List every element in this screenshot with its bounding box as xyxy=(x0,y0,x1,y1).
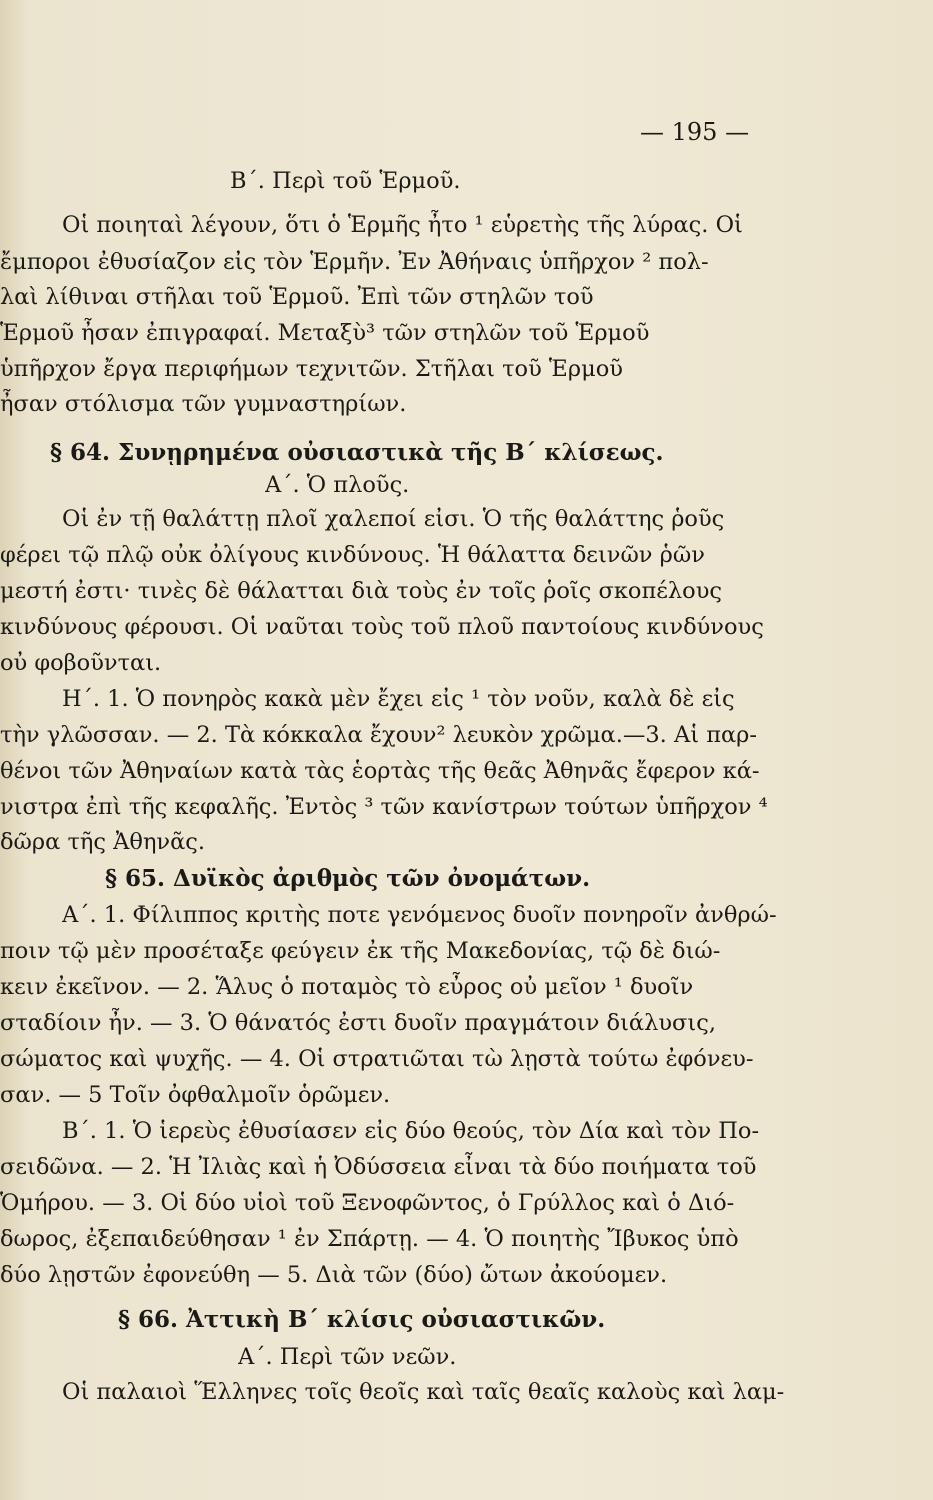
text-line: κειν ἐκεῖνον. — 2. Ἅλυς ὁ ποταμὸς τὸ εὖρος οὐ μεῖον ¹ δυοῖν xyxy=(0,974,694,1000)
text-line: σαν. — 5 Τοῖν ὀφθαλμοῖν ὁρῶμεν. xyxy=(0,1082,391,1108)
text-line: Β΄. Περὶ τοῦ Ἑρμοῦ. xyxy=(230,168,461,194)
text-line: μεστή ἐστι· τινὲς δὲ θάλατται διὰ τοὺς ἐν τοῖς ῥοῖς σκοπέλους xyxy=(0,578,722,604)
text-line: σειδῶνα. — 2. Ἡ Ἰλιὰς καὶ ἡ Ὀδύσσεια εἶναι τὰ δύο ποιήματα τοῦ xyxy=(0,1154,757,1180)
text-line: θένοι τῶν Ἀθηναίων κατὰ τὰς ἑορτὰς τῆς θεᾶς Ἀθηνᾶς ἔφερον κά- xyxy=(0,758,760,784)
text-line: οὐ φοβοῦνται. xyxy=(0,650,162,676)
text-line: λαὶ λίθιναι στῆλαι τοῦ Ἑρμοῦ. Ἐπὶ τῶν στηλῶν τοῦ xyxy=(0,284,594,310)
text-line: Οἱ ἐν τῇ θαλάττῃ πλοῖ χαλεποί εἰσι. Ὁ τῆς θαλάττης ῥοῦς xyxy=(62,506,725,532)
page-number: — 195 — xyxy=(640,118,750,146)
text-line: § 66. Ἀττικὴ Β΄ κλίσις οὐσιαστικῶν. xyxy=(118,1306,606,1333)
text-line: ποιν τῷ μὲν προσέταξε φεύγειν ἐκ τῆς Μακεδονίας, τῷ δὲ διώ- xyxy=(0,938,721,964)
text-line: δωρος, ἐξεπαιδεύθησαν ¹ ἐν Σπάρτῃ. — 4. Ὁ ποιητὴς Ἴβυκος ὑπὸ xyxy=(0,1226,739,1252)
text-line: Α΄. Περὶ τῶν νεῶν. xyxy=(238,1344,457,1370)
text-line: νιστρα ἐπὶ τῆς κεφαλῆς. Ἐντὸς ³ τῶν κανίστρων τούτων ὑπῆρχον ⁴ xyxy=(0,794,768,820)
text-line: σώματος καὶ ψυχῆς. — 4. Οἱ στρατιῶται τὼ λῃστὰ τούτω ἐφόνευ- xyxy=(0,1046,754,1072)
text-line: Οἱ ποιηταὶ λέγουν, ὅτι ὁ Ἑρμῆς ἦτο ¹ εὑρετὴς τῆς λύρας. Οἱ xyxy=(62,212,743,238)
text-line: δύο λῃστῶν ἐφονεύθη — 5. Διὰ τῶν (δύο) ὤτων ἀκούομεν. xyxy=(0,1262,668,1288)
text-line: ὑπῆρχον ἔργα περιφήμων τεχνιτῶν. Στῆλαι τοῦ Ἑρμοῦ xyxy=(0,356,623,382)
text-line: Οἱ παλαιοὶ Ἕλληνες τοῖς θεοῖς καὶ ταῖς θεαῖς καλοὺς καὶ λαμ- xyxy=(62,1379,785,1405)
text-line: § 65. Δυϊκὸς ἀριθμὸς τῶν ὀνομάτων. xyxy=(105,865,591,892)
text-line: σταδίοιν ἦν. — 3. Ὁ θάνατός ἐστι δυοῖν πραγμάτοιν διάλυσις, xyxy=(0,1010,716,1036)
text-line: Ἑρμοῦ ἦσαν ἐπιγραφαί. Μεταξὺ³ τῶν στηλῶν τοῦ Ἑρμοῦ xyxy=(0,320,650,346)
text-line: τὴν γλῶσσαν. — 2. Τὰ κόκκαλα ἔχουν² λευκὸν χρῶμα.—3. Αἱ παρ- xyxy=(0,722,758,748)
text-line: ἔμποροι ἐθυσίαζον εἰς τὸν Ἑρμῆν. Ἐν Ἀθήναις ὑπῆρχον ² πολ- xyxy=(0,249,709,275)
text-line: κινδύνους φέρουσι. Οἱ ναῦται τοὺς τοῦ πλοῦ παντοίους κινδύνους xyxy=(0,614,764,640)
text-line: δῶρα τῆς Ἀθηνᾶς. xyxy=(0,829,206,855)
text-line: Α΄. Ὁ πλοῦς. xyxy=(265,472,410,498)
text-line: ἦσαν στόλισμα τῶν γυμναστηρίων. xyxy=(0,391,407,417)
text-line: Ὁμήρου. — 3. Οἱ δύο υἱοὶ τοῦ Ξενοφῶντος, ὁ Γρύλλος καὶ ὁ Διό- xyxy=(0,1190,735,1216)
text-line: Η΄. 1. Ὁ πονηρὸς κακὰ μὲν ἔχει εἰς ¹ τὸν νοῦν, καλὰ δὲ εἰς xyxy=(62,686,735,712)
text-line: φέρει τῷ πλῷ οὐκ ὀλίγους κινδύνους. Ἡ θάλαττα δεινῶν ῥῶν xyxy=(0,542,705,568)
text-line: Α΄. 1. Φίλιππος κριτὴς ποτε γενόμενος δυοῖν πονηροῖν ἀνθρώ- xyxy=(62,902,777,928)
text-line: § 64. Συνῃρημένα οὐσιαστικὰ τῆς Β΄ κλίσεως. xyxy=(50,439,664,466)
text-line: Β΄. 1. Ὁ ἱερεὺς ἐθυσίασεν εἰς δύο θεούς, τὸν Δία καὶ τὸν Πο- xyxy=(62,1118,760,1144)
